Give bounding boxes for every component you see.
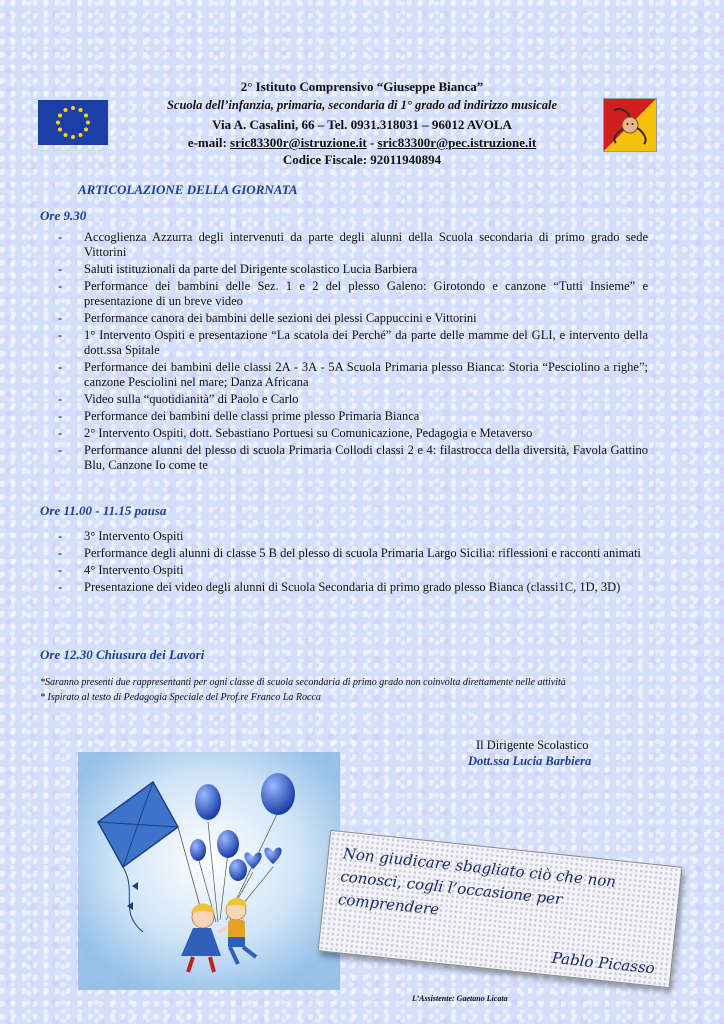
assistant-credit: L’Assistente: Gaetano Licata: [412, 994, 508, 1003]
section-list-2: [58, 529, 648, 597]
email-link-1[interactable]: sric83300r@istruzione.it: [230, 135, 367, 150]
quote-text: Non giudicare sbagliato ciò che non conosci, cogli l’occasione per comprendere: [337, 844, 617, 919]
list-item: - Accoglienza Azzurra degli intervenuti da parte degli alunni della Scuola secondaria di primo grado sede Vittorini: [58, 230, 648, 260]
list-item: - 4° Intervento Ospiti: [58, 563, 648, 578]
list-item: - Performance dei bambini delle classi prime plesso Primaria Bianca: [58, 409, 648, 424]
quote-author: Pablo Picasso: [551, 948, 656, 978]
list-item: - 3° Intervento Ospiti: [58, 529, 648, 544]
list-item: - Presentazione dei video degli alunni di Scuola Secondaria di primo grado plesso Bianca (classi1C, 1D, 3D): [58, 580, 648, 595]
school-email-line: [0, 135, 724, 151]
list-item: - Performance alunni del plesso di scuola Primaria Collodi classi 2 e 4: filastrocca della diversità, Favola Gattino Blu, Canzone Io come te: [58, 443, 648, 473]
section-time-2: Ore 11.00 - 11.15 pausa: [40, 503, 167, 518]
list-item: - 1° Intervento Ospiti e presentazione “La scatola dei Perché” da parte delle mamme del GLI, e intervento della dott.ssa Spitale: [58, 328, 648, 358]
footnote-2: * Ispirato al testo di Pedagogia Speciale del Prof.re Franco La Rocca: [40, 692, 321, 703]
list-item: - Performance degli alunni di classe 5 B del plesso di scuola Primaria Largo Sicilia: riflessioni e racconti animati: [58, 546, 648, 561]
section-time-1: Ore 9.30: [40, 208, 87, 223]
page-title: ARTICOLAZIONE DELLA GIORNATA: [78, 182, 298, 197]
school-description: Scuola dell’infanzia, primaria, secondaria di 1° grado ad indirizzo musicale: [166, 98, 558, 112]
children-balloons-illustration: [78, 752, 340, 990]
fiscal-code: Codice Fiscale: 92011940894: [282, 152, 442, 167]
list-item: - 2° Intervento Ospiti, dott. Sebastiano Portuesi su Comunicazione, Pedagogia e Metaverso: [58, 426, 648, 441]
section-time-3: Ore 12.30 Chiusura dei Lavori: [40, 647, 205, 662]
list-item: - Video sulla “quotidianità” di Paolo e Carlo: [58, 392, 648, 407]
list-item: - Performance dei bambini delle classi 2A - 3A - 5A Scuola Primaria plesso Bianca: Storia “Pesciolino a righe”; canzone Pesciolini nel mare; Danza Africana: [58, 360, 648, 390]
school-name: 2° Istituto Comprensivo “Giuseppe Bianca”: [240, 79, 484, 94]
quote-box: [318, 830, 683, 988]
school-address: Via A. Casalini, 66 – Tel. 0931.318031 – 96012 AVOLA: [212, 117, 512, 132]
section-list-1: [58, 230, 648, 475]
signature-name: Dott.ssa Lucia Barbiera: [468, 754, 592, 768]
list-item: - Performance canora dei bambini delle sezioni dei plessi Cappuccini e Vittorini: [58, 311, 648, 326]
footnote-1: *Saranno presenti due rappresentanti per ogni classe di scuola secondaria di primo grado non coinvolta direttamente nelle attività: [40, 677, 566, 688]
list-item: - Performance dei bambini delle Sez. 1 e 2 del plesso Galeno: Girotondo e canzone “Tutti Insieme” e presentazione di un breve video: [58, 279, 648, 309]
email-prefix: e-mail:: [187, 135, 231, 150]
list-item: - Saluti istituzionali da parte del Dirigente scolastico Lucia Barbiera: [58, 262, 648, 277]
email-link-2[interactable]: sric83300r@pec.istruzione.it: [377, 135, 537, 150]
email-separator: -: [366, 135, 378, 150]
signature-role: Il Dirigente Scolastico: [476, 738, 589, 752]
